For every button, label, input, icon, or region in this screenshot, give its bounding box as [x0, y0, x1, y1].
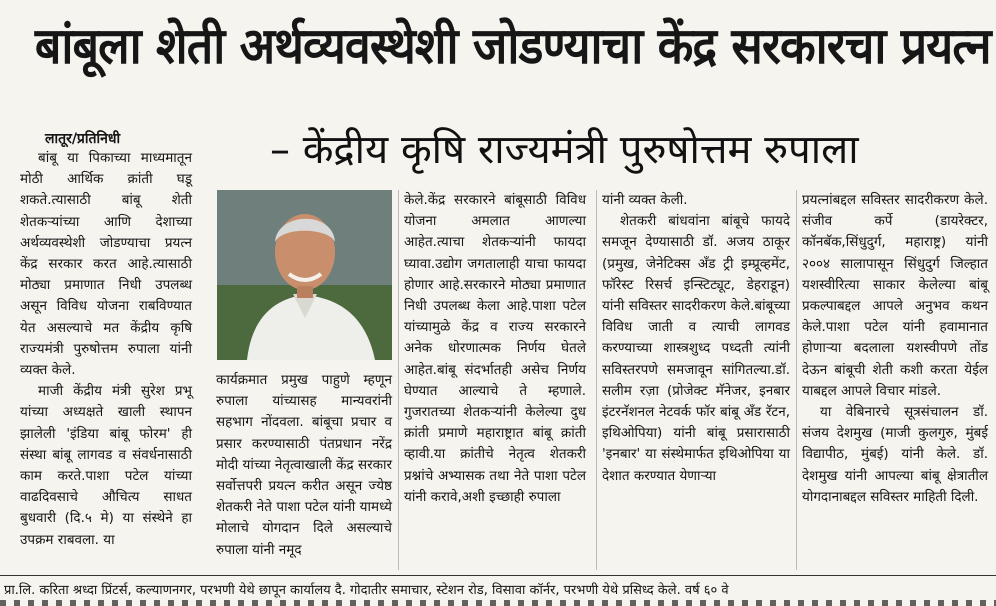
paragraph: प्रयत्नांबद्दल सविस्तर सादरीकरण केले. संजीव कर्पे (डायरेक्टर, कॉनबॅक,सिंधुदुर्ग, महाराष्ट्र) यांनी २००४ सालापासून सिंधुदुर्ग जिल्हात यशस्वीरित्या साकार केलेल्या बांबू प्रकल्पाबद्दल आपले अनुभव कथन केले.पाशा पटेल यांनी हवामानात होणाऱ्या बदलाला यशस्वीपणे तोंड देऊन बांबूची शेती कशी करता येईल याबद्दल आपले विचार मांडले.	[802, 192, 988, 399]
imprint-line: प्रा.लि. करिता श्रध्दा प्रिंटर्स, कल्याणनगर, परभणी येथे छापून कार्यालय दै. गोदातीर समाचार, स्टेशन रोड, विसावा कॉर्नर, परभणी येथे प्रसिध्द केले. वर्ष ६० वे	[4, 583, 729, 598]
portrait-image	[217, 190, 392, 360]
paragraph: बांबू या पिकाच्या माध्यमातून मोठी आर्थिक क्रांती घडू शकते.त्यासाठी बांबू शेती शेतकऱ्यांच्या आणि देशाच्या अर्थव्यवस्थेशी जोडण्याचा प्रयत्न केंद्र सरकार करत आहे.त्यासाठी मोठ्या प्रमाणात निधी उपलब्ध असून विविध योजना राबविण्यात येत असल्याचे मत केंद्रीय कृषि राज्यमंत्री पुरुषोत्तम रुपाला यांनी व्यक्त केले.	[20, 150, 192, 379]
article-column-1	[20, 148, 192, 551]
paragraph: यांनी व्यक्त केली.	[602, 192, 688, 208]
column-divider	[796, 190, 797, 570]
subheadline: – केंद्रीय कृषि राज्यमंत्री पुरुषोत्तम रुपाला	[270, 127, 859, 173]
article-column-3	[404, 190, 586, 508]
article-column-2	[216, 370, 392, 561]
column-divider	[596, 190, 597, 570]
paragraph: या वेबिनारचे सूत्रसंचालन डॉ. संजय देशमुख (माजी कुलगुरु, मुंबई विद्यापीठ, मुंबई) यांनी केले. डॉ. देशमुख यांनी आपल्या बांबू क्षेत्रातील योगदानाबद्दल सविस्तर माहिती दिली.	[802, 404, 988, 505]
paragraph: केले.केंद्र सरकारने बांबूसाठी विविध योजना अमलात आणल्या आहेत.त्याचा शेतकऱ्यांनी फायदा घ्यावा.उद्योग जगतालाही याचा फायदा होणार आहे.सरकारने मोठ्या प्रमाणात निधी उपलब्ध केला आहे.पाशा पटेल यांच्यामुळे केंद्र व राज्य सरकारने अनेक धोरणात्मक निर्णय घेतले आहेत.बांबू संदर्भातही असेच निर्णय घेण्यात आल्याचे ते म्हणाले. गुजरातच्या शेतकऱ्यांनी केलेल्या दुध क्रांती प्रमाणे महाराष्ट्रात बांबू क्रांती व्हावी.या क्रांतीचे नेतृत्व शेतकरी प्रश्नांचे अभ्यासक तथा नेते पाशा पटेल यांनी करावे,अशी इच्छाही रुपाला	[404, 192, 586, 505]
minister-photo	[217, 190, 392, 360]
column-divider	[398, 190, 399, 570]
byline: लातूर/प्रतिनिधी	[45, 131, 121, 147]
article-column-5	[802, 190, 988, 508]
paragraph: माजी केंद्रीय मंत्री सुरेश प्रभू यांच्या अध्यक्षते खाली स्थापन झालेली 'इंडिया बांबू फोरम' ही संस्था बांबू लागवड व संवर्धनासाठी काम करते.पाशा पटेल यांच्या वाढदिवसाचे औचित्य साधत बुधवारी (दि.५ मे) या संस्थेने हा उपक्रम राबवला. या	[20, 383, 192, 548]
footer-rule	[0, 575, 996, 576]
paragraph: शेतकरी बांधवांना बांबूचे फायदे समजून देण्यासाठी डॉ. अजय ठाकूर (प्रमुख, जेनेटिक्स ॲंड ट्री इम्प्रूव्हमेंट, फॉरेस्ट रिसर्च इन्स्टिट्यूट, डेहराडून) यांनी सविस्तर सादरीकरण केले.बांबूच्या विविध जाती व त्याची लागवड करण्याच्या शास्त्रशुध्द पध्दती त्यांनी सविस्तरपणे समजावून सांगितल्या.डॉ. सलीम रज़ा (प्रोजेक्ट मॅनेजर, इनबार इंटरनॅशनल नेटवर्क फॉर बांबू ॲंड रॅटन, इथिओपिया) यांनी बांबू प्रसारासाठी 'इनबार' या संस्थेमार्फत इथिओपिया या देशात करण्यात येणाऱ्या	[602, 213, 790, 484]
article-column-4	[602, 190, 790, 487]
cut-off-text-edge	[0, 600, 996, 606]
headline: बांबूला शेती अर्थव्यवस्थेशी जोडण्याचा केंद्र सरकारचा प्रयत्न	[34, 17, 991, 75]
paragraph: कार्यक्रमात प्रमुख पाहुणे म्हणून रुपाला यांच्यासह मान्यवरांनी सहभाग नोंदवला. बांबूचा प्रचार व प्रसार करण्यासाठी पंतप्रधान नरेंद्र मोदी यांच्या नेतृत्वाखाली केंद्र सरकार सर्वोत्तपरी प्रयत्न करीत असून ज्येष्ठ शेतकरी नेते पाशा पटेल यांनी यामध्ये मोलाचे योगदान दिले असल्याचे रुपाला यांनी नमूद	[216, 372, 392, 558]
